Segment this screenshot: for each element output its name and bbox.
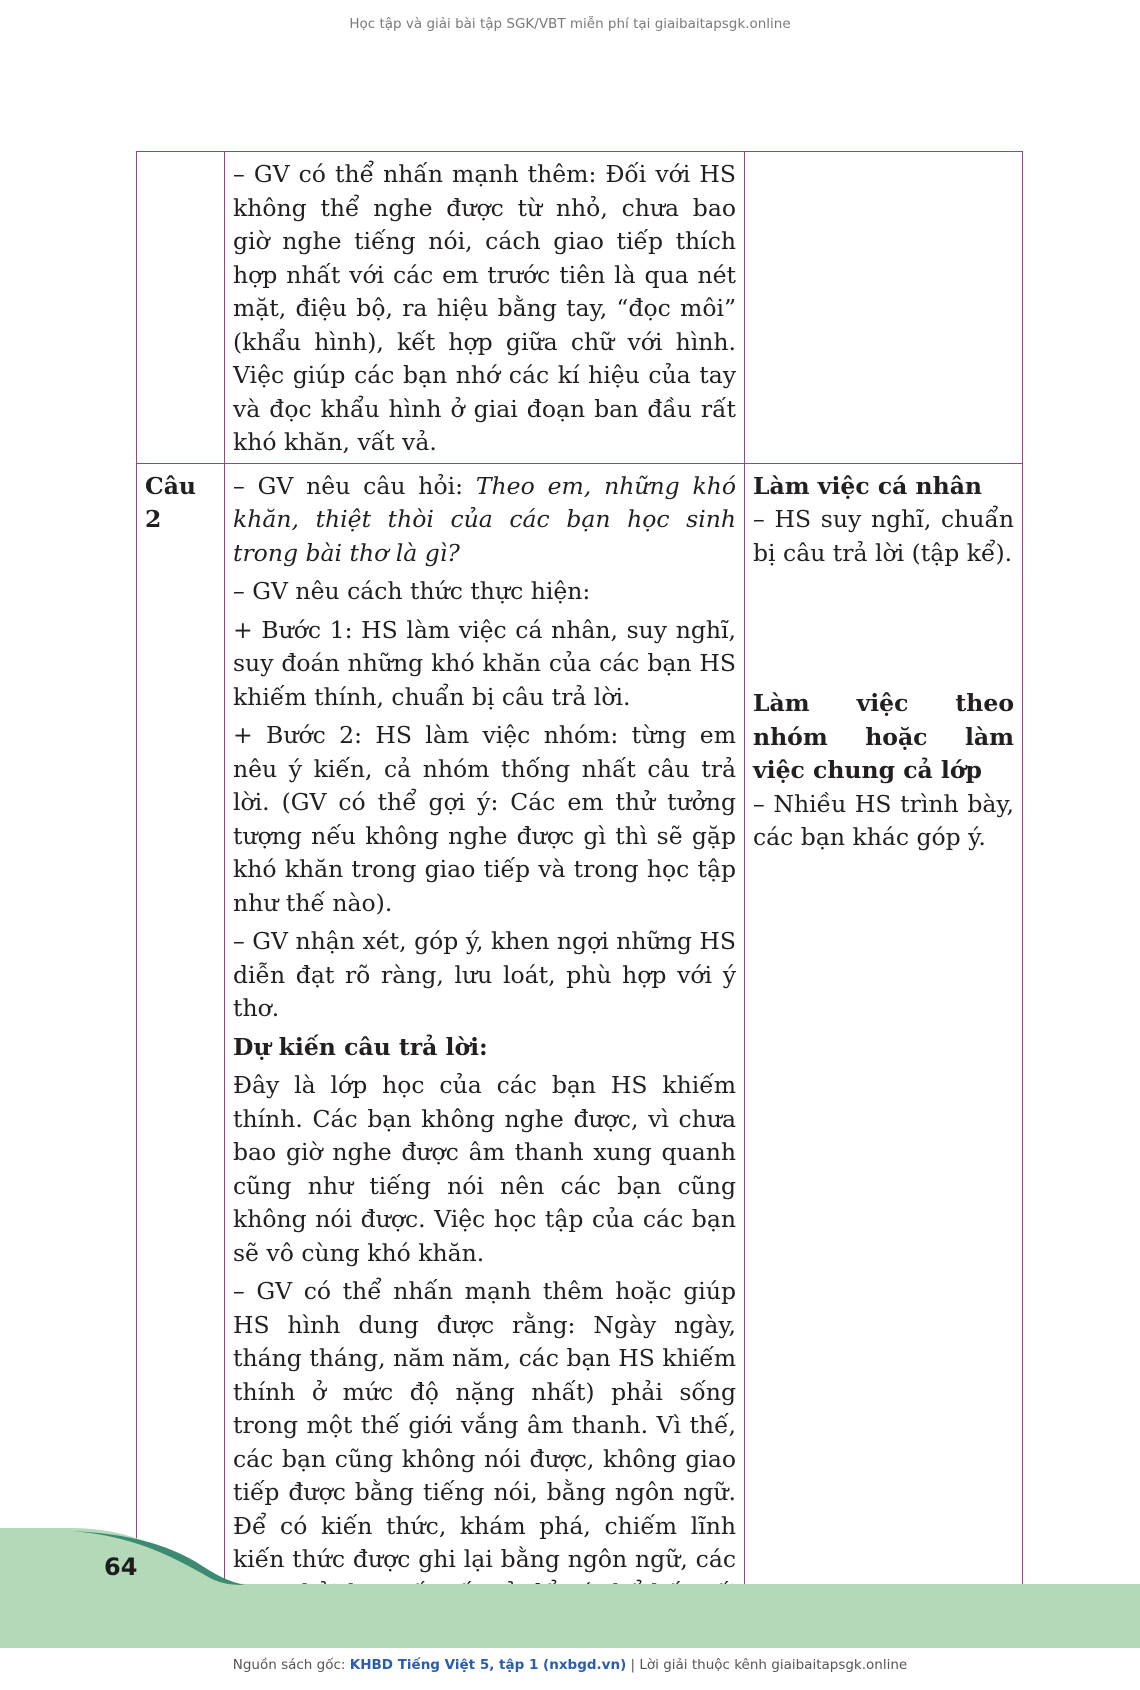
teacher-activity-cell: [225, 463, 745, 1647]
student-activity-cell: [745, 463, 1023, 1647]
page-number: 64: [104, 1553, 138, 1581]
method-paragraph: – GV nêu cách thức thực hiện:: [233, 577, 591, 605]
question-text: Theo em, những khó khăn, thiệt thòi của các bạn học sinh trong bài thơ là gì?: [233, 471, 737, 567]
individual-work-heading: Làm việc cá nhân: [753, 471, 983, 500]
footer-wave-decoration: [0, 1528, 1140, 1648]
lesson-plan-table: [136, 151, 1023, 1648]
group-work-heading: Làm việc theo nhóm hoặc làm việc chung cả lớp: [753, 689, 1014, 784]
table-row: [137, 463, 1023, 1647]
row-label: [137, 152, 225, 464]
question-prefix: – GV nêu câu hỏi:: [233, 471, 476, 500]
feedback-paragraph: – GV nhận xét, góp ý, khen ngợi những HS diễn đạt rõ ràng, lưu loát, phù hợp với ý thơ.: [233, 927, 736, 1022]
emphasis-paragraph: – GV có thể nhấn mạnh thêm hoặc giúp HS hình dung được rằng: Ngày ngày, tháng tháng, năm năm, các bạn HS khiếm thính ở mức độ nặng nhất) phải sống trong một thế giới vắng âm thanh. Vì thế, các bạn cũng không nói được, không giao tiếp được bằng tiếng nói, bằng ngôn ngữ. Để có kiến thức, khám phá, chiếm lĩnh kiến thức được ghi lại bằng ngôn ngữ, các: [233, 1277, 736, 1573]
question-paragraph: [233, 470, 736, 571]
expected-answer-heading: Dự kiến câu trả lời:: [233, 1032, 488, 1061]
emphasis-paragraph: – GV có thể nhấn mạnh thêm: Đối với HS không thể nghe được từ nhỏ, chưa bao giờ nghe tiếng nói, cách giao tiếp thích hợp nhất với các em trước tiên là qua nét mặt, điệu bộ, ra hiệu bằng tay, “đọc môi” (khẩu hình), kết hợp giữa chữ với hình. Việc giúp các bạn nhớ các kí hiệu của tay và đọc khẩu hình ở giai đoạn ban đầu rất khó khăn, vất vả.: [233, 160, 736, 456]
row-label-cau-2: Câu 2: [137, 463, 225, 1647]
expected-answer-paragraph: Đây là lớp học của các bạn HS khiếm thính. Các bạn không nghe được, vì chưa bao giờ nghe được âm thanh xung quanh cũng như tiếng nói nên các bạn cũng không nói được. Việc học tập của các bạn sẽ vô cùng khó khăn.: [233, 1071, 736, 1267]
step-2-paragraph: + Bước 2: HS làm việc nhóm: từng em nêu ý kiến, cả nhóm thống nhất câu trả lời. (GV có thể gợi ý: Các em thử tưởng tượng nếu không nghe được gì thì sẽ gặp khó khăn trong giao tiếp và trong học tập như thế nào).: [233, 721, 736, 917]
step-1-paragraph: + Bước 1: HS làm việc cá nhân, suy nghĩ, suy đoán những khó khăn của các bạn HS khiếm thính, chuẩn bị câu trả lời.: [233, 615, 736, 711]
source-prefix: Nguồn sách gốc:: [232, 1657, 350, 1673]
source-footer: [0, 1657, 1140, 1673]
source-link[interactable]: KHBD Tiếng Việt 5, tập 1 (nxbgd.vn): [349, 1657, 627, 1673]
student-activity-cell: [745, 152, 1023, 464]
individual-work-text: – HS suy nghĩ, chuẩn bị câu trả lời (tập kể).: [753, 505, 1014, 567]
table-row: [137, 152, 1023, 464]
teacher-activity-cell: [225, 152, 745, 464]
site-header: Học tập và giải bài tập SGK/VBT miễn phí tại giaibaitapsgk.online: [349, 16, 791, 32]
group-work-text: – Nhiều HS trình bày, các bạn khác góp ý.: [753, 789, 1014, 851]
source-suffix: | Lời giải thuộc kênh giaibaitapsgk.online: [626, 1657, 908, 1673]
